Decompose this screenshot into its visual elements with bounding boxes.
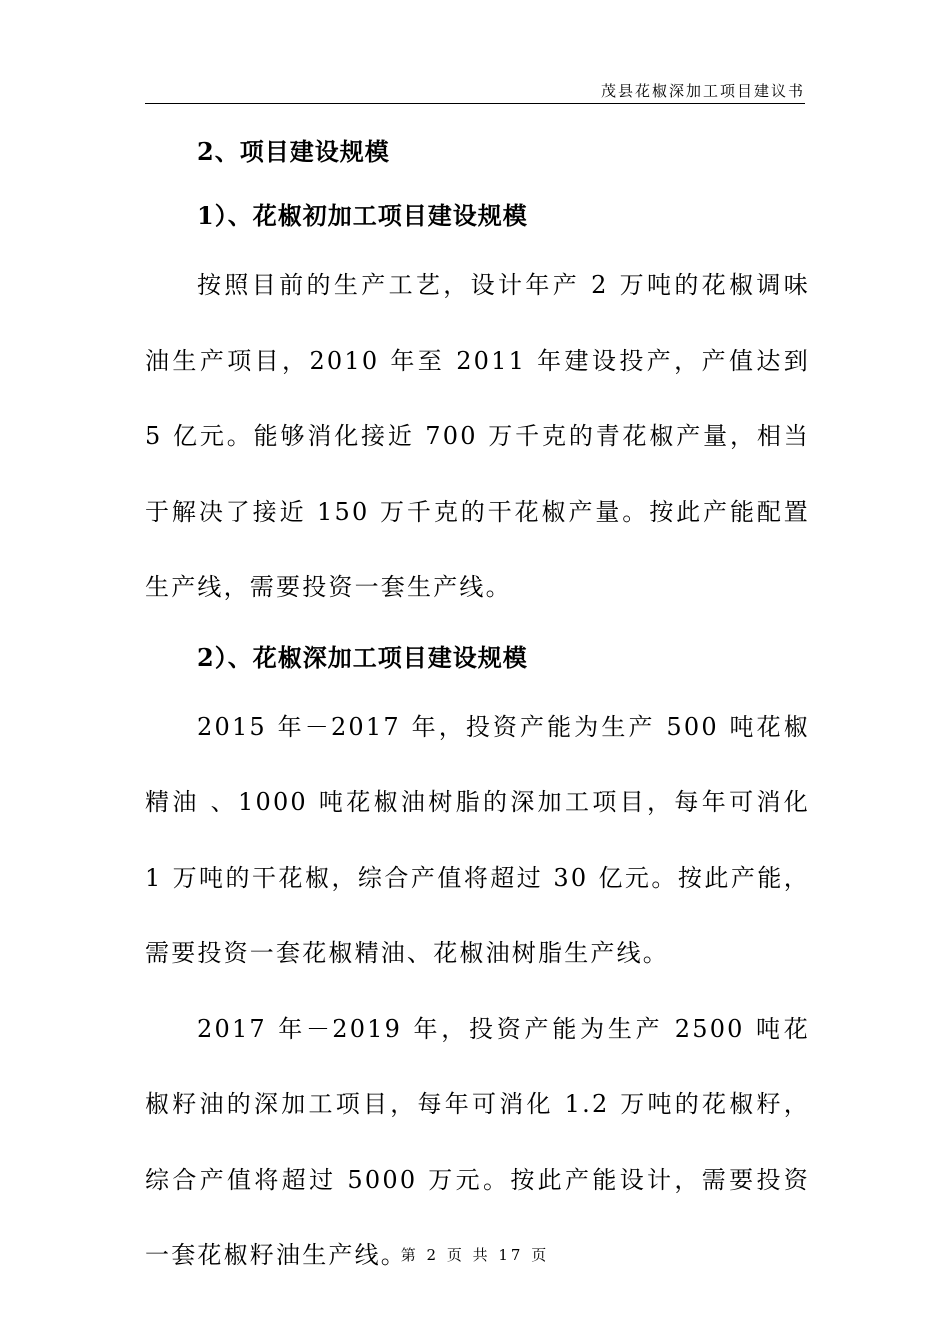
paragraph-3: 2017 年－2019 年，投资产能为生产 2500 吨花椒籽油的深加工项目，每年可消化 1.2 万吨的花椒籽，综合产值将超过 5000 万元。按此产能设计，需要投资一套花椒籽油生产线。 bbox=[145, 1014, 810, 1269]
section-heading: 2、项目建设规模 bbox=[197, 137, 390, 166]
paragraph-2: 2015 年－2017 年，投资产能为生产 500 吨花椒精油 、1000 吨花椒油树脂的深加工项目，每年可消化 1 万吨的干花椒，综合产值将超过 30 亿元。按此产能，需要投资一套花椒精油、花椒油树脂生产线。 bbox=[145, 712, 810, 967]
page-number: 第 2 页 共 17 页 bbox=[400, 1246, 550, 1264]
page-body bbox=[145, 120, 810, 1294]
header-divider bbox=[145, 103, 805, 104]
paragraph-1: 按照目前的生产工艺，设计年产 2 万吨的花椒调味油生产项目，2010 年至 2011 年建设投产，产值达到 5 亿元。能够消化接近 700 万千克的青花椒产量，相当于解决了接近 150 万千克的干花椒产量。按此产能配置生产线，需要投资一套生产线。 bbox=[145, 271, 810, 601]
subsection-heading-2: 2）、花椒深加工项目建设规模 bbox=[197, 642, 528, 672]
subsection-heading-1: 1）、花椒初加工项目建设规模 bbox=[197, 201, 528, 230]
document-header: 茂县花椒深加工项目建议书 bbox=[600, 82, 805, 100]
